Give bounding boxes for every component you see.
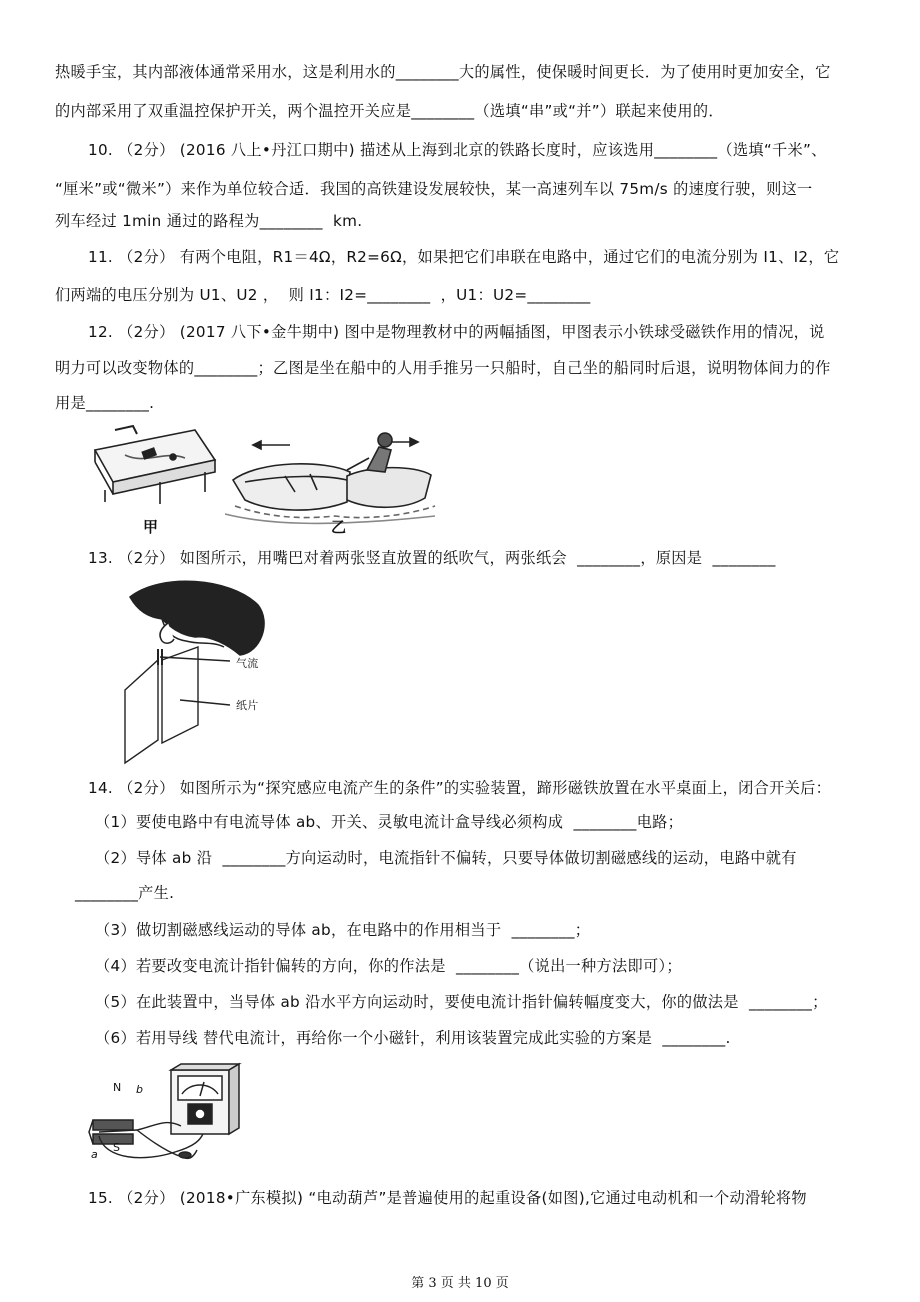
question-14-sub: （5）在此装置中，当导体 ab 沿水平方向运动时，要使电流计指针偏转幅度变大，你的做法是 ________； (95, 993, 828, 1011)
text-line: 热暖手宝，其内部液体通常采用水，这是利用水的________大的属性，使保暖时间更长．为了使用时更加安全，它 (55, 63, 831, 81)
question-10-line: 10. （2分） (2016 八上•丹江口期中) 描述从上海到北京的铁路长度时，应该选用________（选填“千米”、 (88, 141, 827, 159)
question-14-sub: （4）若要改变电流计指针偏转的方向，你的作法是 ________（说出一种方法即可）； (95, 957, 682, 975)
question-14-sub: ________产生. (75, 884, 175, 902)
question-14-sub: （6）若用导线 替代电流计，再给你一个小磁针，利用该装置完成此实验的方案是 ________. (95, 1029, 731, 1047)
question-11-line: 们两端的电压分别为 U1、U2 ， 则 I1：I2=________ ，U1：U2=________ (55, 286, 591, 304)
question-15-line: 15. （2分） (2018•广东模拟) “电动葫芦”是普遍使用的起重设备(如图),它通过电动机和一个动滑轮将物 (88, 1189, 807, 1207)
question-12-line: 明力可以改变物体的________；乙图是坐在船中的人用手推另一只船时，自己坐的船同时后退，说明物体间力的作 (55, 359, 831, 377)
figure-caption-jia: 甲 (143, 518, 159, 536)
figure-14 (85, 1060, 245, 1170)
question-12-line: 用是________. (55, 394, 155, 412)
label-n-pole: N (113, 1081, 122, 1094)
label-paper: 纸片 (236, 699, 259, 712)
question-10-line: 列车经过 1min 通过的路程为________ km. (55, 212, 363, 230)
tank-with-magnet-illustration (95, 426, 215, 504)
figure-caption-yi: 乙 (331, 518, 347, 536)
page-footer: 第 3 页 共 10 页 (411, 1276, 509, 1291)
question-14-line: 14. （2分） 如图所示为“探究感应电流产生的条件”的实验装置，蹄形磁铁放置在水平桌面上，闭合开关后： (88, 779, 832, 797)
label-b: b (136, 1083, 144, 1096)
figure-12 (85, 420, 445, 540)
question-10-line: “厘米”或“微米”）来作为单位较合适．我国的高铁建设发展较快，某一高速列车以 75m/s 的速度行驶，则这一 (55, 180, 813, 198)
figure-13 (100, 575, 300, 765)
label-airflow: 气流 (236, 657, 259, 670)
question-14-sub: （2）导体 ab 沿 ________方向运动时，电流指针不偏转，只要导体做切割磁感线的运动，电路中就有 (95, 849, 797, 867)
label-a: a (91, 1148, 99, 1161)
text-line: 的内部采用了双重温控保护开关，两个温控开关应是________（选填“串”或“并”）联起来使用的． (55, 102, 724, 120)
question-12-line: 12. （2分） (2017 八下•金牛期中) 图中是物理教材中的两幅插图，甲图表示小铁球受磁铁作用的情况，说 (88, 323, 825, 341)
question-13-line: 13. （2分） 如图所示，用嘴巴对着两张竖直放置的纸吹气，两张纸会 ________，原因是 ________ (88, 549, 776, 567)
question-14-sub: （1）要使电路中有电流导体 ab、开关、灵敏电流计盒导线必须构成 ________电路； (95, 813, 684, 831)
label-s-pole: S (113, 1141, 121, 1154)
question-11-line: 11. （2分） 有两个电阻，R1＝4Ω，R2=6Ω，如果把它们串联在电路中，通过它们的电流分别为 I1、I2，它 (88, 248, 840, 266)
galvanometer-illustration (171, 1064, 239, 1134)
paper-sheets-illustration (125, 647, 230, 763)
question-14-sub: （3）做切割磁感线运动的导体 ab，在电路中的作用相当于 ________； (95, 921, 591, 939)
face-blowing-illustration (130, 581, 264, 655)
boats-illustration (225, 433, 435, 523)
